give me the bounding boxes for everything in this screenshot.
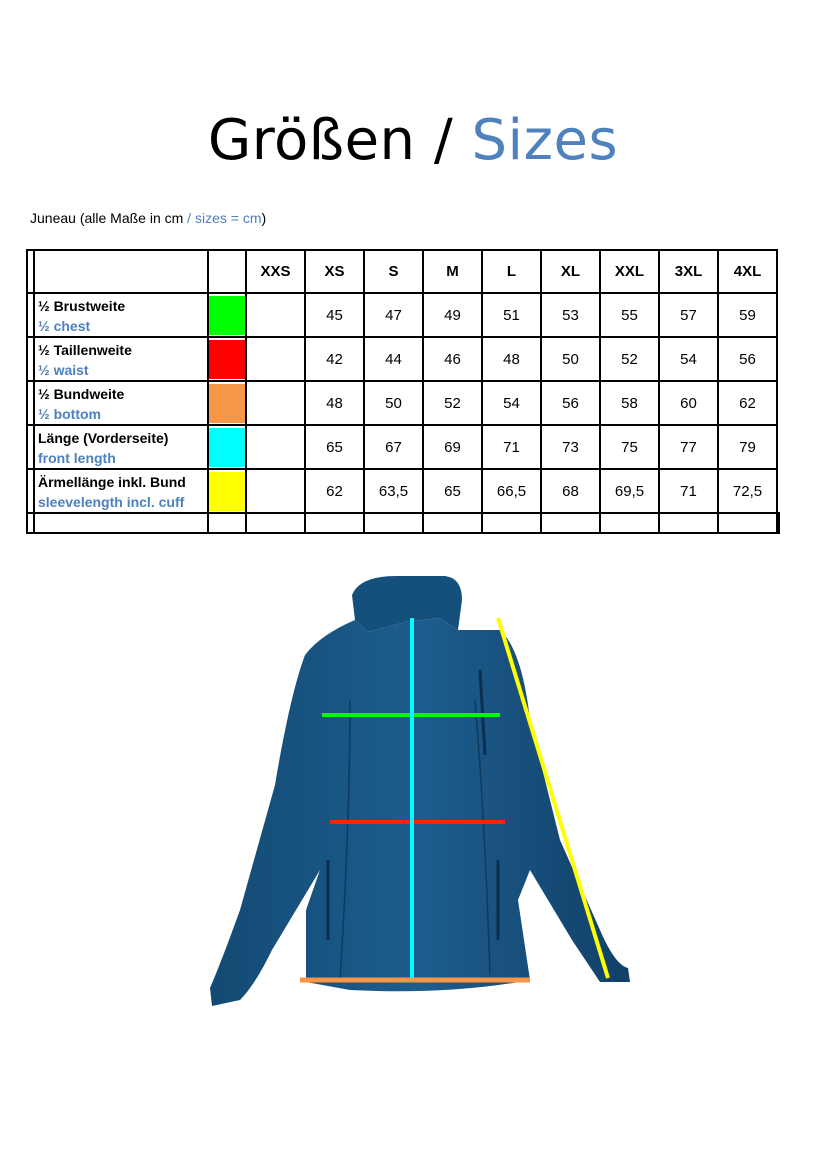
value-cell: 46: [423, 337, 482, 381]
value-cell: 53: [541, 293, 600, 337]
row-label-de: Ärmellänge inkl. Bund: [38, 474, 186, 490]
empty-cell: [34, 513, 208, 533]
header-size: XXL: [600, 250, 659, 293]
value-cell: [246, 381, 305, 425]
row-label-de: Länge (Vorderseite): [38, 430, 169, 446]
subtitle-close: ): [261, 210, 267, 226]
value-cell: [246, 469, 305, 513]
swatch-yellow: [209, 472, 245, 511]
header-size: 4XL: [718, 250, 777, 293]
header-row: [27, 250, 779, 293]
row-label-de: ½ Brustweite: [38, 298, 126, 314]
value-cell: 44: [364, 337, 423, 381]
value-cell: 52: [423, 381, 482, 425]
gutter-cell: [27, 425, 34, 469]
gutter-cell: [27, 293, 34, 337]
value-cell: 48: [482, 337, 541, 381]
row-label-en: sleevelength incl. cuff: [38, 494, 185, 510]
color-swatch: [208, 381, 246, 425]
size-table: [26, 249, 780, 534]
jacket-shape: [210, 576, 630, 1006]
value-cell: 56: [541, 381, 600, 425]
header-size: XL: [541, 250, 600, 293]
value-cell: 73: [541, 425, 600, 469]
empty-cell: [777, 513, 779, 533]
value-cell: 62: [718, 381, 777, 425]
swatch-red: [209, 340, 245, 379]
value-cell: 55: [600, 293, 659, 337]
gutter-cell: [27, 250, 34, 293]
empty-cell: [423, 513, 482, 533]
subtitle-en: sizes = cm: [194, 210, 262, 226]
value-cell: 67: [364, 425, 423, 469]
swatch-cyan: [209, 428, 245, 467]
value-cell: 66,5: [482, 469, 541, 513]
header-size: XXS: [246, 250, 305, 293]
value-cell: [246, 337, 305, 381]
header-size: 3XL: [659, 250, 718, 293]
value-cell: 42: [305, 337, 364, 381]
value-cell: [246, 293, 305, 337]
row-label: [34, 381, 208, 425]
value-cell: 57: [659, 293, 718, 337]
value-cell: 77: [659, 425, 718, 469]
subtitle: [30, 210, 266, 226]
row-label-de: ½ Taillenweite: [38, 342, 132, 358]
table-row-waist: [27, 337, 779, 381]
table-row-sleeve-length: [27, 469, 779, 513]
row-label: [34, 293, 208, 337]
value-cell: 72,5: [718, 469, 777, 513]
swatch-green: [209, 296, 245, 335]
subtitle-de: Juneau (alle Maße in cm: [30, 210, 184, 226]
row-label-en: ½ chest: [38, 318, 91, 334]
value-cell: 69: [423, 425, 482, 469]
value-cell: 71: [482, 425, 541, 469]
value-cell: 62: [305, 469, 364, 513]
value-cell: [246, 425, 305, 469]
value-cell: 69,5: [600, 469, 659, 513]
jacket-measurement-image: [200, 570, 640, 1020]
color-swatch: [208, 337, 246, 381]
gutter-cell: [27, 513, 34, 533]
color-swatch: [208, 425, 246, 469]
empty-cell: [246, 513, 305, 533]
value-cell: 54: [482, 381, 541, 425]
gutter-cell: [27, 381, 34, 425]
table-row-empty: [27, 513, 779, 533]
table-row-chest: [27, 293, 779, 337]
header-label-cell: [34, 250, 208, 293]
header-size: S: [364, 250, 423, 293]
title-separator: /: [415, 108, 472, 173]
header-size: M: [423, 250, 482, 293]
empty-cell: [482, 513, 541, 533]
empty-cell: [208, 513, 246, 533]
row-label-en: ½ waist: [38, 362, 89, 378]
value-cell: 59: [718, 293, 777, 337]
title-de: Größen: [207, 108, 416, 173]
empty-cell: [718, 513, 777, 533]
value-cell: 50: [364, 381, 423, 425]
row-label-de: ½ Bundweite: [38, 386, 125, 402]
value-cell: 54: [659, 337, 718, 381]
swatch-orange: [209, 384, 245, 423]
empty-cell: [305, 513, 364, 533]
row-label: [34, 337, 208, 381]
value-cell: 63,5: [364, 469, 423, 513]
empty-cell: [600, 513, 659, 533]
header-size: L: [482, 250, 541, 293]
value-cell: 71: [659, 469, 718, 513]
value-cell: 56: [718, 337, 777, 381]
value-cell: 47: [364, 293, 423, 337]
value-cell: 50: [541, 337, 600, 381]
value-cell: 52: [600, 337, 659, 381]
gutter-cell: [27, 337, 34, 381]
value-cell: 51: [482, 293, 541, 337]
row-label-en: ½ bottom: [38, 406, 101, 422]
value-cell: 45: [305, 293, 364, 337]
value-cell: 68: [541, 469, 600, 513]
subtitle-separator: /: [183, 210, 195, 226]
value-cell: 58: [600, 381, 659, 425]
value-cell: 79: [718, 425, 777, 469]
row-label-en: front length: [38, 450, 116, 466]
header-size: XS: [305, 250, 364, 293]
row-label: [34, 469, 208, 513]
empty-cell: [659, 513, 718, 533]
row-label: [34, 425, 208, 469]
empty-cell: [364, 513, 423, 533]
value-cell: 60: [659, 381, 718, 425]
title-en: Sizes: [471, 108, 619, 173]
empty-cell: [541, 513, 600, 533]
table-row-bottom: [27, 381, 779, 425]
header-swatch-cell: [208, 250, 246, 293]
value-cell: 48: [305, 381, 364, 425]
value-cell: 75: [600, 425, 659, 469]
table-row-front-length: [27, 425, 779, 469]
gutter-cell: [27, 469, 34, 513]
value-cell: 49: [423, 293, 482, 337]
color-swatch: [208, 293, 246, 337]
value-cell: 65: [305, 425, 364, 469]
page-title: [0, 108, 826, 173]
value-cell: 65: [423, 469, 482, 513]
color-swatch: [208, 469, 246, 513]
